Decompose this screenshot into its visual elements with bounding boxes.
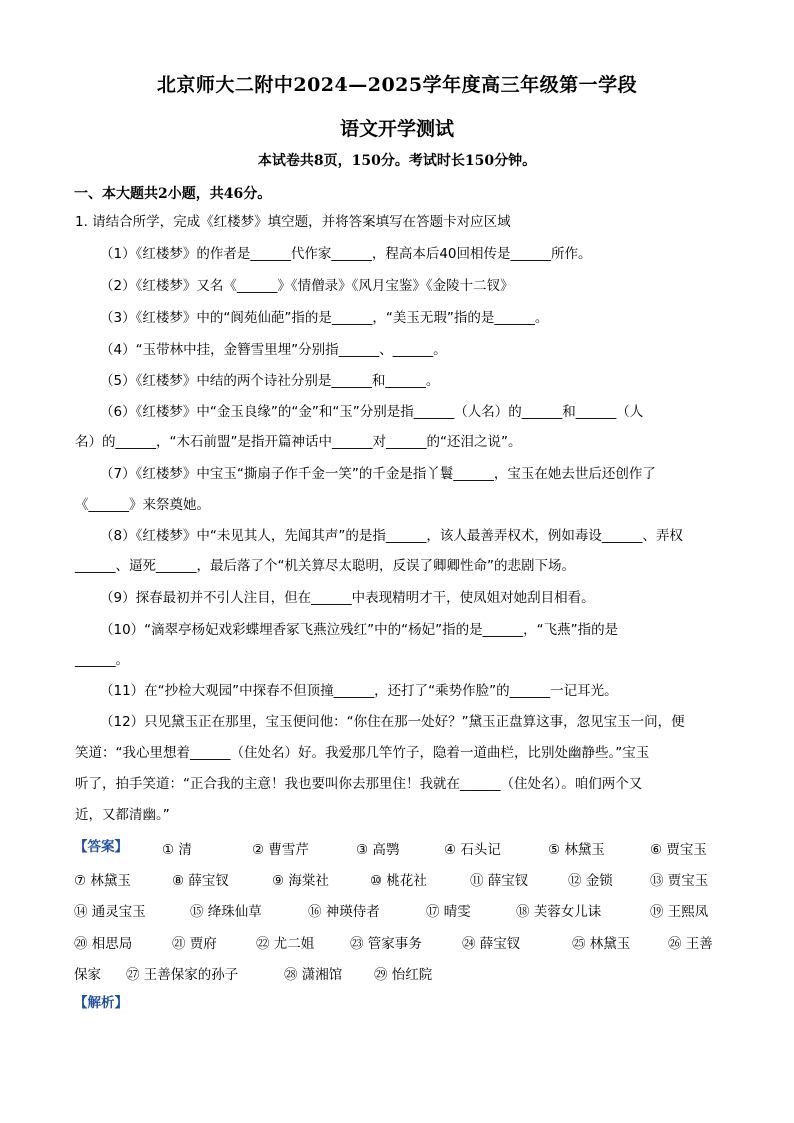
answer-item: ⑳ 相思局: [74, 936, 133, 952]
question-line: （9）探春最初并不引人注目，但在______中表现精明才干，使凤姐对她刮目相看。: [100, 590, 595, 606]
answer-item: ⑬ 贾宝玉: [650, 873, 709, 889]
answer-item: ㉔ 薛宝钗: [462, 936, 521, 952]
answer-item: ⑭ 通灵宝玉: [74, 904, 146, 920]
answer-item: ㉓ 管家事务: [350, 936, 422, 952]
question-line: （8）《红楼梦》中“未见其人，先闻其声”的是指______，该人最善弄权术，例如毒设______、弄权: [100, 528, 683, 544]
answer-item: ㉘ 潇湘馆: [284, 967, 343, 983]
section-heading: 一、本大题共2小题，共46分。: [74, 186, 272, 202]
answer-item: 保家: [74, 967, 101, 983]
answer-item: ⑰ 晴雯: [426, 904, 471, 920]
answer-item: ⑲ 王熙凤: [650, 904, 709, 920]
answer-item: ⑮ 绛珠仙草: [190, 904, 262, 920]
answer-item: ③ 高鹗: [356, 842, 400, 858]
question-line: ______。: [75, 652, 129, 668]
answer-item: ⑧ 薛宝钗: [172, 873, 229, 889]
exam-info: 本试卷共8页，150分。考试时长150分钟。: [257, 153, 537, 169]
question-line: （10）“滴翠亭杨妃戏彩蝶埋香冢飞燕泣残红”中的“杨妃”指的是______，“飞燕”指的是: [100, 622, 619, 638]
question-intro: 1. 请结合所学，完成《红楼梦》填空题，并将答案填写在答题卡对应区域: [75, 214, 511, 230]
question-line: 近，又都清幽。”: [75, 807, 170, 823]
answer-item: ⑨ 海棠社: [272, 873, 329, 889]
answer-item: ㉕ 林黛玉: [572, 936, 631, 952]
exam-title: 北京师大二附中2024—2025学年度高三年级第一学段: [156, 74, 638, 96]
question-line: 听了，拍手笑道：“正合我的主意！我也要叫你去那里住！我就在______（住处名）。咱们两个又: [75, 776, 643, 792]
answer-item: ② 曹雪芹: [252, 842, 309, 858]
explanation-row: [74, 994, 128, 1012]
answer-item: ㉒ 尤二姐: [256, 936, 315, 952]
question-line: （4）“玉带林中挂，金簪雪里埋”分别指______、______。: [100, 342, 447, 358]
question-line: （6）《红楼梦》中“金玉良缘”的“金”和“玉”分别是指______（人名）的______和______（人: [100, 404, 644, 420]
question-line: （12）只见黛玉正在那里，宝玉便问他：“你住在那一处好？”黛玉正盘算这事，忽见宝玉一问，便: [100, 714, 685, 730]
explanation-label: 【解析】: [74, 995, 128, 1011]
answer-item: ⑫ 金锁: [568, 873, 613, 889]
answer-item: ㉑ 贾府: [172, 936, 217, 952]
answer-item: ⑦ 林黛玉: [74, 873, 131, 889]
question-line: （1）《红楼梦》的作者是______代作家______，程高本后40回相传是______所作。: [100, 246, 592, 262]
answer-item: ⑯ 神瑛侍者: [308, 904, 380, 920]
question-line: （11）在“抄检大观园”中探春不但顶撞______，还打了“乘势作脸”的______一记耳光。: [100, 683, 618, 699]
answer-item: ④ 石头记: [444, 842, 501, 858]
question-line: （7）《红楼梦》中宝玉“撕扇子作千金一笑”的千金是指丫鬟______，宝玉在她去世后还创作了: [100, 466, 656, 482]
answer-item: ⑩ 桃花社: [370, 873, 427, 889]
question-line: 《______》来祭奠她。: [75, 497, 210, 513]
answer-item: ⑪ 薛宝钗: [470, 873, 529, 889]
answer-item: ① 清: [162, 842, 192, 858]
question-line: 名）的______，“木石前盟”是指开篇神话中______对______的“还泪之说”。: [75, 434, 522, 450]
answer-item: ⑱ 芙蓉女儿诔: [516, 904, 602, 920]
answer-row: [74, 838, 128, 856]
answer-item: ㉖ 王善: [668, 936, 713, 952]
answer-item: ⑤ 林黛玉: [548, 842, 605, 858]
question-line: （3）《红楼梦》中的“阆苑仙葩”指的是______，“美玉无瑕”指的是______。: [100, 310, 549, 326]
exam-subtitle: 语文开学测试: [339, 118, 454, 140]
question-line: （5）《红楼梦》中结的两个诗社分别是______和______。: [100, 373, 440, 389]
question-line: （2）《红楼梦》又名《______》《情僧录》《风月宝鉴》《金陵十二钗》: [100, 278, 514, 294]
answer-label: 【答案】: [74, 839, 128, 855]
answer-item: ⑥ 贾宝玉: [650, 842, 707, 858]
answer-item: ㉗ 王善保家的孙子: [126, 967, 239, 983]
question-line: 笑道：“我心里想着______（住处名）好。我爱那几竿竹子，隐着一道曲栏，比别处幽静些。”宝玉: [75, 745, 650, 761]
answer-item: ㉙ 怡红院: [374, 967, 433, 983]
question-line: ______、逼死______，最后落了个“机关算尽太聪明，反误了卿卿性命”的悲剧下场。: [75, 558, 575, 574]
